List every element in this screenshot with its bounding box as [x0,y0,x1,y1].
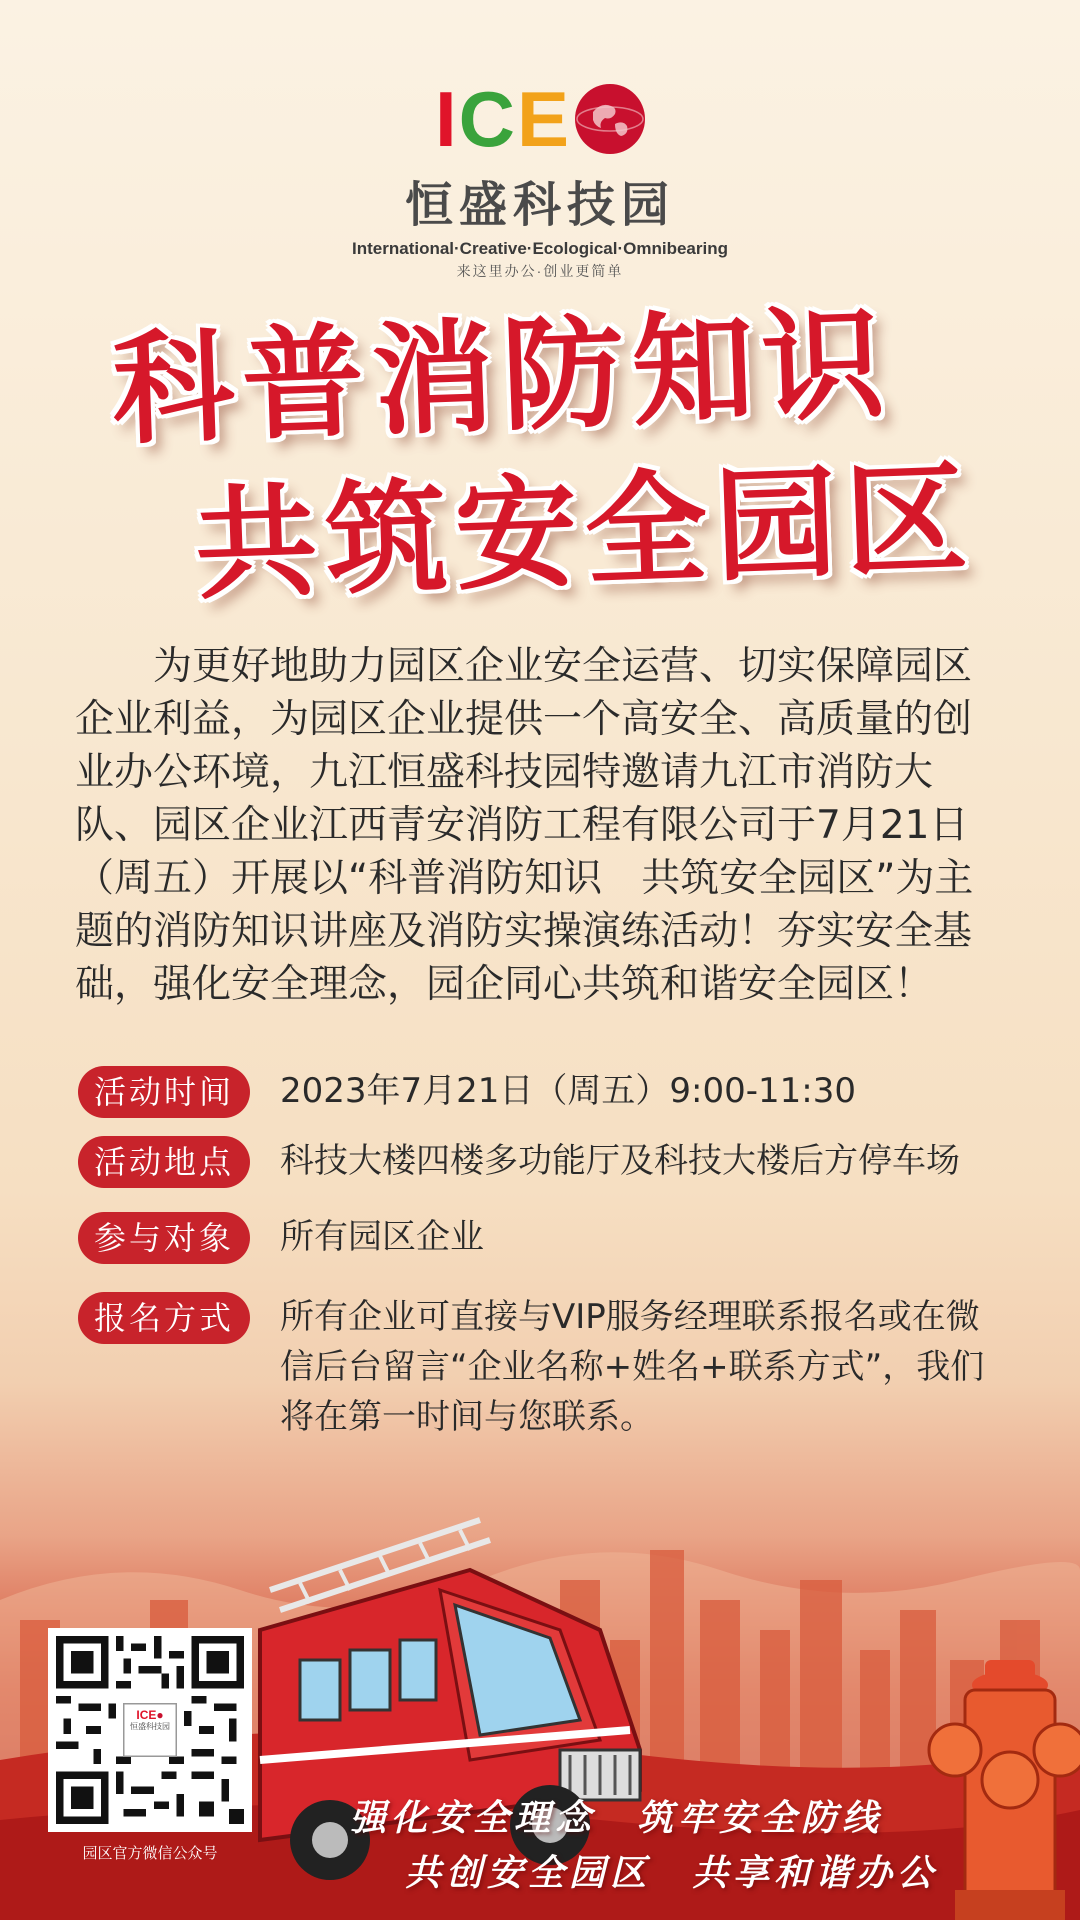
park-logo [0,75,1080,281]
info-row-signup [78,1292,1038,1442]
slogan-line-2: 共创安全园区 共享和谐办公 [405,1852,939,1894]
headline-line-2: 共筑安全园区 [192,445,978,617]
info-label-audience: 参与对象 [78,1212,250,1264]
logo-name-cn: 恒盛科技园 [404,177,675,233]
headline-line-1: 科普消防知识 [109,290,895,462]
qr-logo-name: 恒盛科技园 [130,1722,170,1731]
info-label-signup: 报名方式 [78,1292,250,1344]
info-row-audience [78,1212,1038,1264]
info-value-signup: 所有企业可直接与VIP服务经理联系报名或在微信后台留言“企业名称+姓名+联系方式”，我们将在第一时间与您联系。 [280,1297,985,1437]
logo-letter-i: I [434,75,459,163]
info-row-time [78,1066,1038,1118]
info-value-audience: 所有园区企业 [280,1217,484,1257]
qr-center-logo [126,1708,174,1752]
qr-caption: 园区官方微信公众号 [82,1845,218,1862]
globe-icon [575,84,645,154]
logo-wordmark [0,75,1080,163]
logo-name-en: International·Creative·Ecological·Omnibearing [352,239,728,258]
info-row-location [78,1136,1038,1188]
info-value-time: 2023年7月21日（周五）9:00-11:30 [280,1071,857,1111]
info-label-location: 活动地点 [78,1136,250,1188]
info-label-time: 活动时间 [78,1066,250,1118]
slogan-line-1: 强化安全理念 筑牢安全防线 [350,1797,884,1839]
wechat-qr-code [48,1628,252,1832]
info-value-location: 科技大楼四楼多功能厅及科技大楼后方停车场 [280,1141,960,1181]
logo-letter-c: C [458,75,517,163]
intro-paragraph: 为更好地助力园区企业安全运营、切实保障园区企业利益，为园区企业提供一个高安全、高质量的创业办公环境，九江恒盛科技园特邀请九江市消防大队、园区企业江西青安消防工程有限公司于7月21日（周五）开展以“科普消防知识 共筑安全园区”为主题的消防知识讲座及消防实操演练活动！夯实安全基础，强化安全理念，园企同心共筑和谐安全园区！ [75,644,974,1007]
qr-logo-letters: ICE● [136,1708,164,1722]
logo-letter-e: E [516,75,572,163]
logo-tagline: 来这里办公·创业更简单 [456,263,624,279]
